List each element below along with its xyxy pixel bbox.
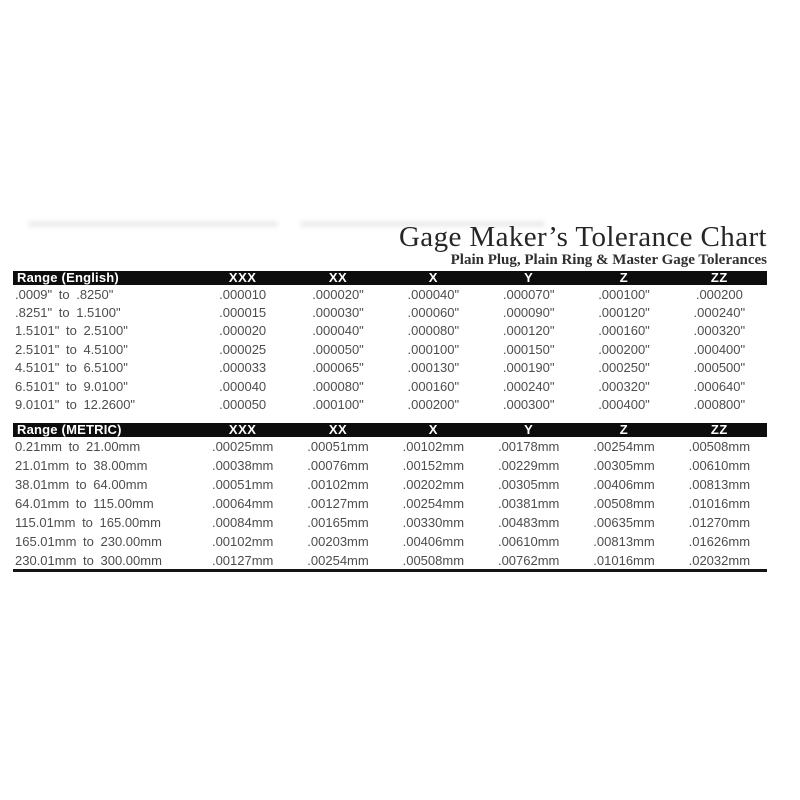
tolerance-cell: .000200 xyxy=(695,286,743,302)
tolerance-cell: .000200" xyxy=(407,397,460,413)
tolerance-cell: .00165mm xyxy=(307,514,369,530)
tolerance-table xyxy=(13,271,767,570)
tolerance-cell: .00076mm xyxy=(307,457,369,473)
table-row xyxy=(13,322,767,340)
tolerance-cell: .00508mm xyxy=(593,495,655,511)
tolerance-cell: .000640" xyxy=(693,378,746,394)
tolerance-cell: .000010 xyxy=(219,286,267,302)
range-cell: 115.01mm to 165.00mm xyxy=(15,514,161,530)
tolerance-cell: .00254mm xyxy=(593,438,655,454)
table-header-row xyxy=(13,271,767,285)
tolerance-cell: .00254mm xyxy=(402,495,465,511)
range-cell: .0009" to .8250" xyxy=(15,286,114,302)
tolerance-cell: .00025mm xyxy=(211,438,274,454)
tolerance-cell: .01270mm xyxy=(688,514,751,530)
tolerance-cell: .00406mm xyxy=(593,476,655,492)
tolerance-cell: .00762mm xyxy=(497,552,560,568)
tolerance-cell: .00127mm xyxy=(307,495,369,511)
tolerance-cell: .000025 xyxy=(219,341,267,357)
tolerance-cell: .000060" xyxy=(407,305,460,321)
table-row xyxy=(13,285,767,303)
range-cell: 38.01mm to 64.00mm xyxy=(15,476,148,492)
tolerance-cell: .00305mm xyxy=(497,476,560,492)
tolerance-cell: .00102mm xyxy=(211,533,274,549)
range-cell: 1.5101" to 2.5100" xyxy=(15,323,128,339)
range-cell: 4.5101" to 6.5100" xyxy=(15,360,128,376)
tolerance-cell: .01016mm xyxy=(688,495,751,511)
tolerance-cell: .00152mm xyxy=(402,457,465,473)
header-col-y: Y xyxy=(524,421,534,437)
page-title: Gage Maker’s Tolerance Chart xyxy=(398,221,767,253)
tolerance-cell: .000100" xyxy=(407,341,460,357)
tolerance-cell: .000040" xyxy=(407,286,460,302)
range-cell: .8251" to 1.5100" xyxy=(15,305,121,321)
tolerance-cell: .000240" xyxy=(693,305,746,321)
table-row xyxy=(13,456,767,475)
tolerance-cell: .00202mm xyxy=(402,476,465,492)
range-cell: 64.01mm to 115.00mm xyxy=(15,495,154,511)
tolerance-cell: .00254mm xyxy=(307,552,369,568)
tolerance-cell: .02032mm xyxy=(688,552,751,568)
header-range-label: Range (English) xyxy=(17,270,119,285)
range-cell: 6.5101" to 9.0100" xyxy=(15,378,128,394)
header-col-xx: XX xyxy=(328,270,348,285)
range-cell: 230.01mm to 300.00mm xyxy=(15,552,162,568)
tolerance-cell: .000040 xyxy=(219,378,267,394)
table-row xyxy=(13,340,767,358)
table-row xyxy=(13,377,767,395)
tolerance-cell: .000080" xyxy=(407,323,460,339)
header-col-xxx: XXX xyxy=(228,270,257,285)
tolerance-cell: .000240" xyxy=(502,378,555,394)
chart-heading xyxy=(399,223,767,268)
header-col-xx: XX xyxy=(328,421,348,437)
tolerance-cell: .000400" xyxy=(693,341,746,357)
tolerance-cell: .000015 xyxy=(219,305,267,321)
tolerance-cell: .000160" xyxy=(598,323,650,339)
tolerance-cell: .000190" xyxy=(502,360,555,376)
range-cell: 9.0101" to 12.2600" xyxy=(15,397,136,413)
tolerance-cell: .000200" xyxy=(598,341,650,357)
tolerance-cell: .00483mm xyxy=(497,514,560,530)
tolerance-cell: .000250" xyxy=(598,360,650,376)
header-col-y: Y xyxy=(524,270,534,285)
header-col-z: Z xyxy=(619,270,629,285)
tolerance-cell: .000400" xyxy=(598,397,650,413)
table-row xyxy=(13,513,767,532)
tolerance-cell: .000033 xyxy=(219,360,267,376)
header-col-zz: ZZ xyxy=(710,421,728,437)
header-col-xxx: XXX xyxy=(228,421,257,437)
tolerance-cell: .00051mm xyxy=(211,476,274,492)
tolerance-cell: .00084mm xyxy=(211,514,274,530)
header-range-label: Range (METRIC) xyxy=(17,421,122,437)
tolerance-cell: .00508mm xyxy=(688,438,751,454)
section-divider-gap xyxy=(13,414,767,423)
table-header-row xyxy=(13,423,767,437)
table-section-english xyxy=(13,271,767,414)
tolerance-cell: .000160" xyxy=(407,378,460,394)
tolerance-cell: .00102mm xyxy=(402,438,465,454)
tolerance-cell: .000320" xyxy=(693,323,746,339)
range-cell: 21.01mm to 38.00mm xyxy=(15,457,148,473)
tolerance-cell: .00813mm xyxy=(688,476,751,492)
table-row xyxy=(13,475,767,494)
tolerance-cell: .000090" xyxy=(502,305,555,321)
range-cell: 0.21mm to 21.00mm xyxy=(15,438,141,454)
range-cell: 165.01mm to 230.00mm xyxy=(15,533,162,549)
tolerance-cell: .00038mm xyxy=(211,457,274,473)
tolerance-cell: .000120" xyxy=(502,323,555,339)
range-cell: 2.5101" to 4.5100" xyxy=(15,341,128,357)
table-bottom-rule xyxy=(13,569,767,572)
tolerance-cell: .000030" xyxy=(312,305,364,321)
table-section-metric xyxy=(13,423,767,570)
tolerance-cell: .000040" xyxy=(312,323,364,339)
table-row xyxy=(13,437,767,456)
tolerance-cell: .00406mm xyxy=(402,533,465,549)
header-col-x: X xyxy=(428,270,438,285)
tolerance-cell: .00102mm xyxy=(307,476,369,492)
table-row xyxy=(13,494,767,513)
table-row xyxy=(13,551,767,570)
tolerance-cell: .00051mm xyxy=(307,438,369,454)
tolerance-cell: .00330mm xyxy=(402,514,465,530)
tolerance-cell: .000120" xyxy=(598,305,650,321)
table-row xyxy=(13,532,767,551)
tolerance-cell: .00635mm xyxy=(593,514,655,530)
tolerance-cell: .00381mm xyxy=(497,495,560,511)
table-row xyxy=(13,359,767,377)
tolerance-cell: .000150" xyxy=(502,341,555,357)
header-col-z: Z xyxy=(619,421,629,437)
tolerance-cell: .00610mm xyxy=(688,457,751,473)
tolerance-cell: .000800" xyxy=(693,397,746,413)
page-subtitle: Plain Plug, Plain Ring & Master Gage Tolerances xyxy=(450,252,767,268)
table-row xyxy=(13,395,767,413)
tolerance-cell: .000100" xyxy=(598,286,650,302)
tolerance-cell: .000070" xyxy=(502,286,555,302)
tolerance-cell: .000065" xyxy=(312,360,364,376)
tolerance-cell: .000020" xyxy=(312,286,364,302)
tolerance-cell: .00203mm xyxy=(307,533,369,549)
tolerance-cell: .00127mm xyxy=(211,552,274,568)
tolerance-cell: .000050 xyxy=(219,397,267,413)
tolerance-cell: .00813mm xyxy=(593,533,655,549)
scan-artifact xyxy=(28,221,278,227)
tolerance-cell: .000500" xyxy=(693,360,746,376)
table-row xyxy=(13,303,767,321)
tolerance-cell: .00610mm xyxy=(497,533,560,549)
tolerance-cell: .000300" xyxy=(502,397,555,413)
header-col-x: X xyxy=(428,421,438,437)
tolerance-cell: .00064mm xyxy=(211,495,274,511)
tolerance-cell: .00178mm xyxy=(497,438,560,454)
tolerance-cell: .01626mm xyxy=(688,533,751,549)
tolerance-cell: .01016mm xyxy=(593,552,655,568)
tolerance-cell: .00305mm xyxy=(593,457,655,473)
tolerance-cell: .000130" xyxy=(407,360,460,376)
tolerance-cell: .00229mm xyxy=(497,457,560,473)
tolerance-cell: .000100" xyxy=(312,397,364,413)
tolerance-cell: .00508mm xyxy=(402,552,465,568)
tolerance-cell: .000050" xyxy=(312,341,364,357)
tolerance-cell: .000320" xyxy=(598,378,650,394)
tolerance-cell: .000020 xyxy=(219,323,267,339)
tolerance-cell: .000080" xyxy=(312,378,364,394)
header-col-zz: ZZ xyxy=(710,270,728,285)
